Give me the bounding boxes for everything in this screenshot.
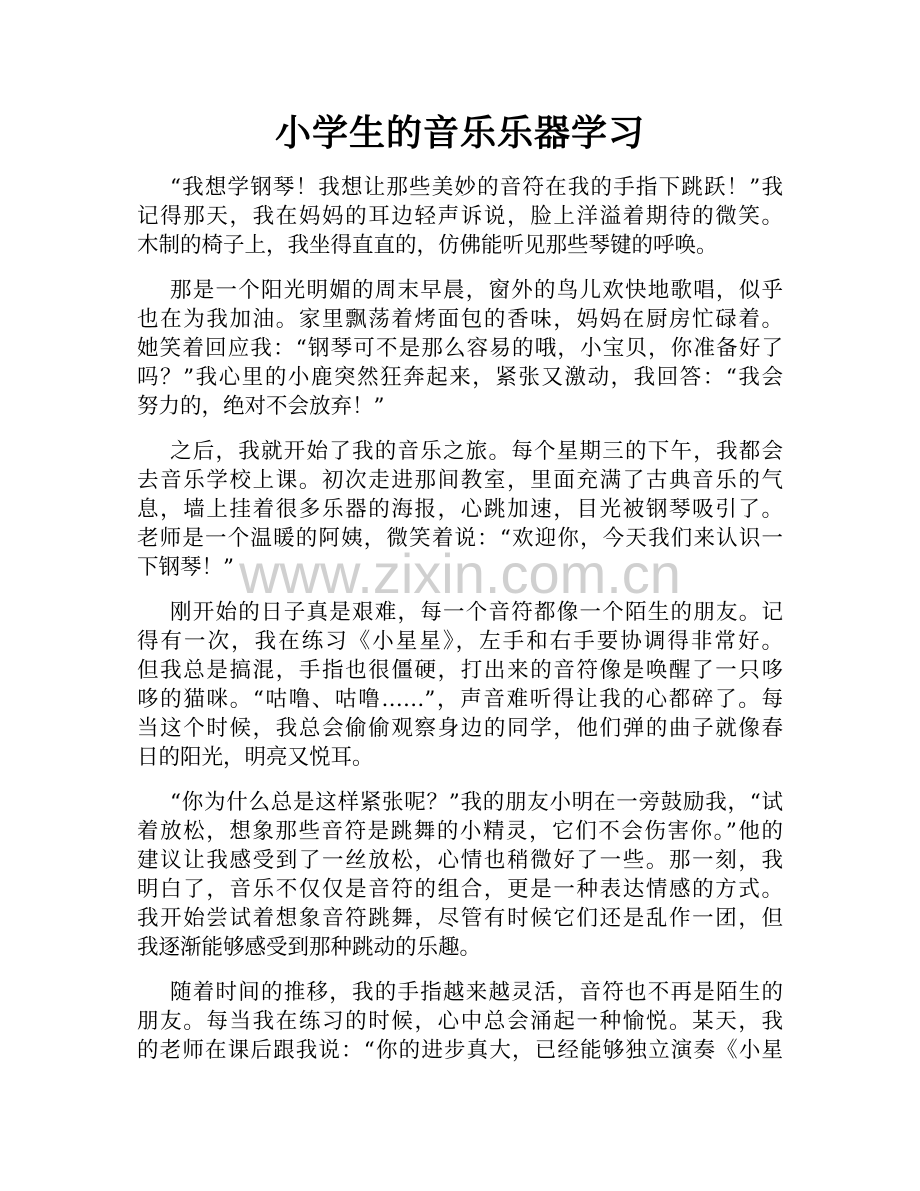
text-line: 之后，我就开始了我的音乐之旅。每个星期三的下午，我都会 (170, 439, 783, 464)
text-line: 木制的椅子上，我坐得直直的，仿佛能听见那些琴键的呼唤。 (137, 233, 718, 258)
watermark: www.zixin.com.cn (239, 542, 681, 605)
text-line: 记得那天，我在妈妈的耳边轻声诉说，脸上洋溢着期待的微笑。 (137, 204, 783, 229)
text-line: 我逐渐能够感受到那种跳动的乐趣。 (137, 935, 482, 960)
text-line: 吗？”我心里的小鹿突然狂奔起来，紧张又激动，我回答：“我会 (137, 365, 783, 390)
text-line: 也在为我加油。家里飘荡着烤面包的香味，妈妈在厨房忙碌着。 (137, 307, 783, 332)
text-line: 的老师在课后跟我说：“你的进步真大，已经能够独立演奏《小星 (137, 1038, 783, 1063)
text-line: 着放松，想象那些音符是跳舞的小精灵，它们不会伤害你。”他的 (137, 819, 783, 844)
text-line: 明白了，音乐不仅仅是音符的组合，更是一种表达情感的方式。 (137, 877, 783, 902)
paragraph (137, 276, 783, 421)
document-body (137, 173, 783, 1081)
text-line: 我开始尝试着想象音符跳舞，尽管有时候它们还是乱作一团，但 (137, 906, 783, 931)
text-line: 下钢琴！” (137, 555, 234, 580)
paragraph (137, 173, 783, 260)
text-line: “你为什么总是这样紧张呢？”我的朋友小明在一旁鼓励我，“试 (170, 790, 783, 815)
text-line: 她笑着回应我：“钢琴可不是那么容易的哦，小宝贝，你准备好了 (137, 336, 783, 361)
text-line: 去音乐学校上课。初次走进那间教室，里面充满了古典音乐的气 (137, 468, 783, 493)
text-line: 得有一次，我在练习《小星星》，左手和右手要协调得非常好。 (137, 629, 783, 654)
text-line: 建议让我感受到了一丝放松，心情也稍微好了一些。那一刻，我 (137, 848, 783, 873)
text-line: 但我总是搞混，手指也很僵硬，打出来的音符像是唤醒了一只哆 (137, 658, 783, 683)
paragraph (137, 788, 783, 962)
text-line: 随着时间的推移，我的手指越来越灵活，音符也不再是陌生的 (170, 980, 783, 1005)
text-line: 哆的猫咪。“咕噜、咕噜……”，声音难听得让我的心都碎了。每 (137, 687, 783, 712)
document-title: 小学生的音乐乐器学习 (274, 112, 645, 154)
paragraph (137, 598, 783, 772)
paragraph (137, 978, 783, 1065)
text-line: 老师是一个温暖的阿姨，微笑着说：“欢迎你，今天我们来认识一 (137, 526, 783, 551)
text-line: 当这个时候，我总会偷偷观察身边的同学，他们弹的曲子就像春 (137, 716, 783, 741)
text-line: 朋友。每当我在练习的时候，心中总会涌起一种愉悦。某天，我 (137, 1009, 783, 1034)
text-line: 刚开始的日子真是艰难，每一个音符都像一个陌生的朋友。记 (170, 600, 783, 625)
text-line: 努力的，绝对不会放弃！” (137, 394, 385, 419)
text-line: 那是一个阳光明媚的周末早晨，窗外的鸟儿欢快地歌唱，似乎 (170, 278, 783, 303)
text-line: “我想学钢琴！我想让那些美妙的音符在我的手指下跳跃！”我 (170, 175, 783, 200)
paragraph (137, 437, 783, 582)
text-line: 息，墙上挂着很多乐器的海报，心跳加速，目光被钢琴吸引了。 (137, 497, 783, 522)
text-line: 日的阳光，明亮又悦耳。 (137, 745, 374, 770)
